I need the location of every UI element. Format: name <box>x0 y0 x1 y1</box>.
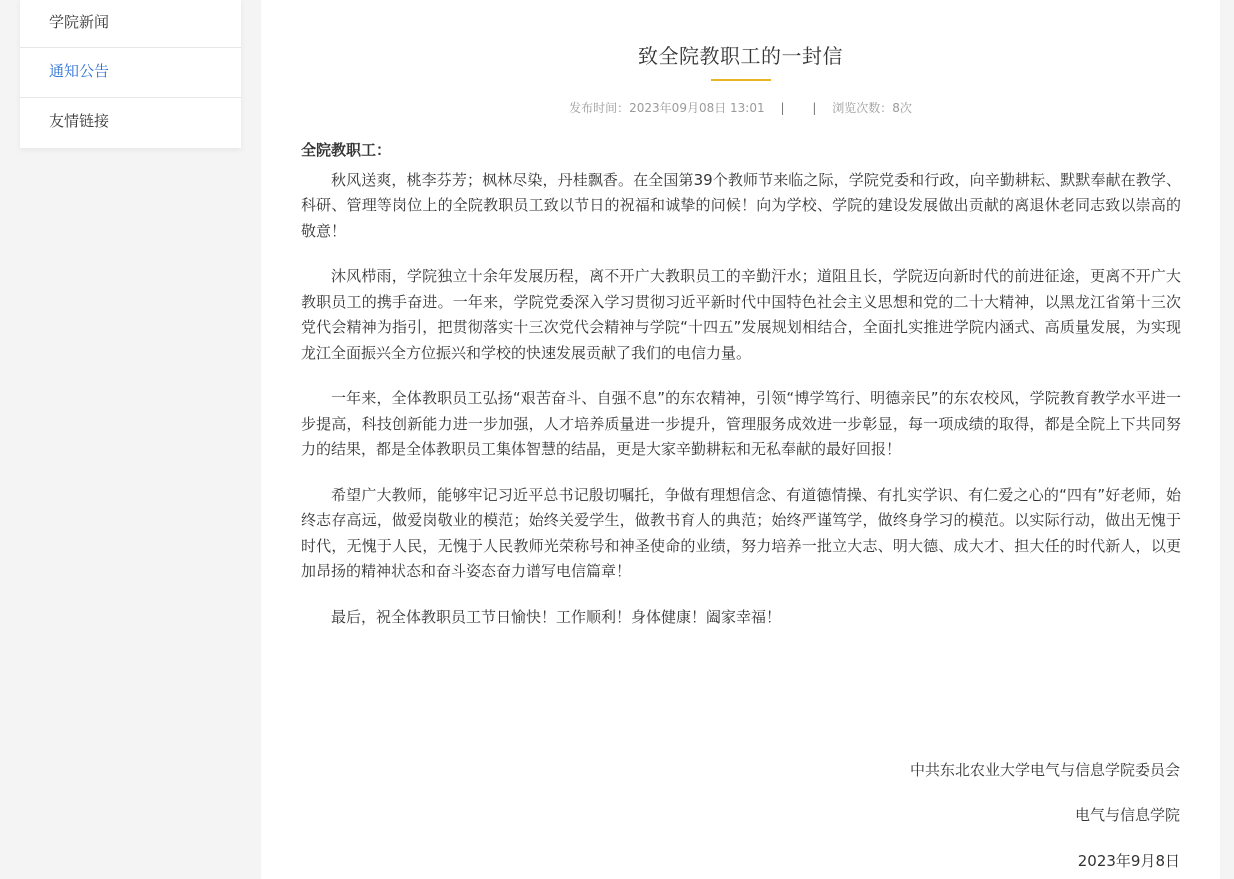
sidebar-item-college-news[interactable]: 学院新闻 <box>20 0 241 48</box>
meta-separator: | <box>780 101 785 115</box>
signature-date: 2023年9月8日 <box>1077 852 1180 870</box>
article-salutation: 全院教职工： <box>301 141 392 159</box>
publish-label: 发布时间： <box>569 101 630 115</box>
title-underline <box>711 79 771 81</box>
article-title: 致全院教职工的一封信 <box>638 44 843 68</box>
views-label: 浏览次数： <box>832 101 893 115</box>
sidebar-item-notices[interactable]: 通知公告 <box>20 48 241 98</box>
sidebar-nav <box>20 0 241 148</box>
article-paragraph: 希望广大教师，能够牢记习近平总书记殷切嘱托，争做有理想信念、有道德情操、有扎实学识、有仁爱之心的“四有”好老师，始终志存高远，做爱岗敬业的模范；始终关爱学生，做教书育人的典范；始终严谨笃学，做终身学习的模范。以实际行动，做出无愧于时代，无愧于人民，无愧于人民教师光荣称号和神圣使命的业绩，努力培养一批立大志、明大德、成大才、担大任的时代新人，以更加昂扬的精神状态和奋斗姿态奋力谱写电信篇章！ <box>301 485 1181 580</box>
article-paragraph: 一年来，全体教职员工弘扬“艰苦奋斗、自强不息”的东农精神，引领“博学笃行、明德亲民”的东农校风，学院教育教学水平进一步提高，科技创新能力进一步加强，人才培养质量进一步提升，管理服务成效进一步彰显，每一项成绩的取得，都是全院上下共同努力的结果，都是全体教职员工集体智慧的结晶，更是大家辛勤耕耘和无私奉献的最好回报！ <box>301 389 1181 458</box>
sidebar-item-links[interactable]: 友情链接 <box>49 112 110 130</box>
publish-time: 2023年09月08日 13:01 <box>629 101 765 115</box>
article-panel <box>261 0 1220 879</box>
views-count: 8次 <box>892 101 912 115</box>
signature-college: 电气与信息学院 <box>1074 806 1180 824</box>
article-body <box>301 138 1181 650</box>
meta-separator: | <box>812 101 817 115</box>
article-meta <box>261 99 1220 116</box>
article-paragraph: 秋风送爽，桃李芬芳；枫林尽染，丹桂飘香。在全国第39个教师节来临之际，学院党委和行政，向辛勤耕耘、默默奉献在教学、科研、管理等岗位上的全院教职员工致以节日的祝福和诚挚的问候！向为学校、学院的建设发展做出贡献的离退休老同志致以崇高的敬意！ <box>301 170 1181 240</box>
article-paragraph: 沐风栉雨，学院独立十余年发展历程，离不开广大教职员工的辛勤汗水；道阻且长，学院迈向新时代的前进征途，更离不开广大教职员工的携手奋进。一年来，学院党委深入学习贯彻习近平新时代中国特色社会主义思想和党的二十大精神，以黑龙江省第十三次党代会精神为指引，把贯彻落实十三次党代会精神与学院“十四五”发展规划相结合，全面扎实推进学院内涵式、高质量发展，为实现龙江全面振兴全方位振兴和学校的快速发展贡献了我们的电信力量。 <box>301 267 1181 362</box>
signature-org: 中共东北农业大学电气与信息学院委员会 <box>909 761 1180 779</box>
article-paragraph: 最后，祝全体教职员工节日愉快！工作顺利！身体健康！阖家幸福！ <box>331 607 782 626</box>
